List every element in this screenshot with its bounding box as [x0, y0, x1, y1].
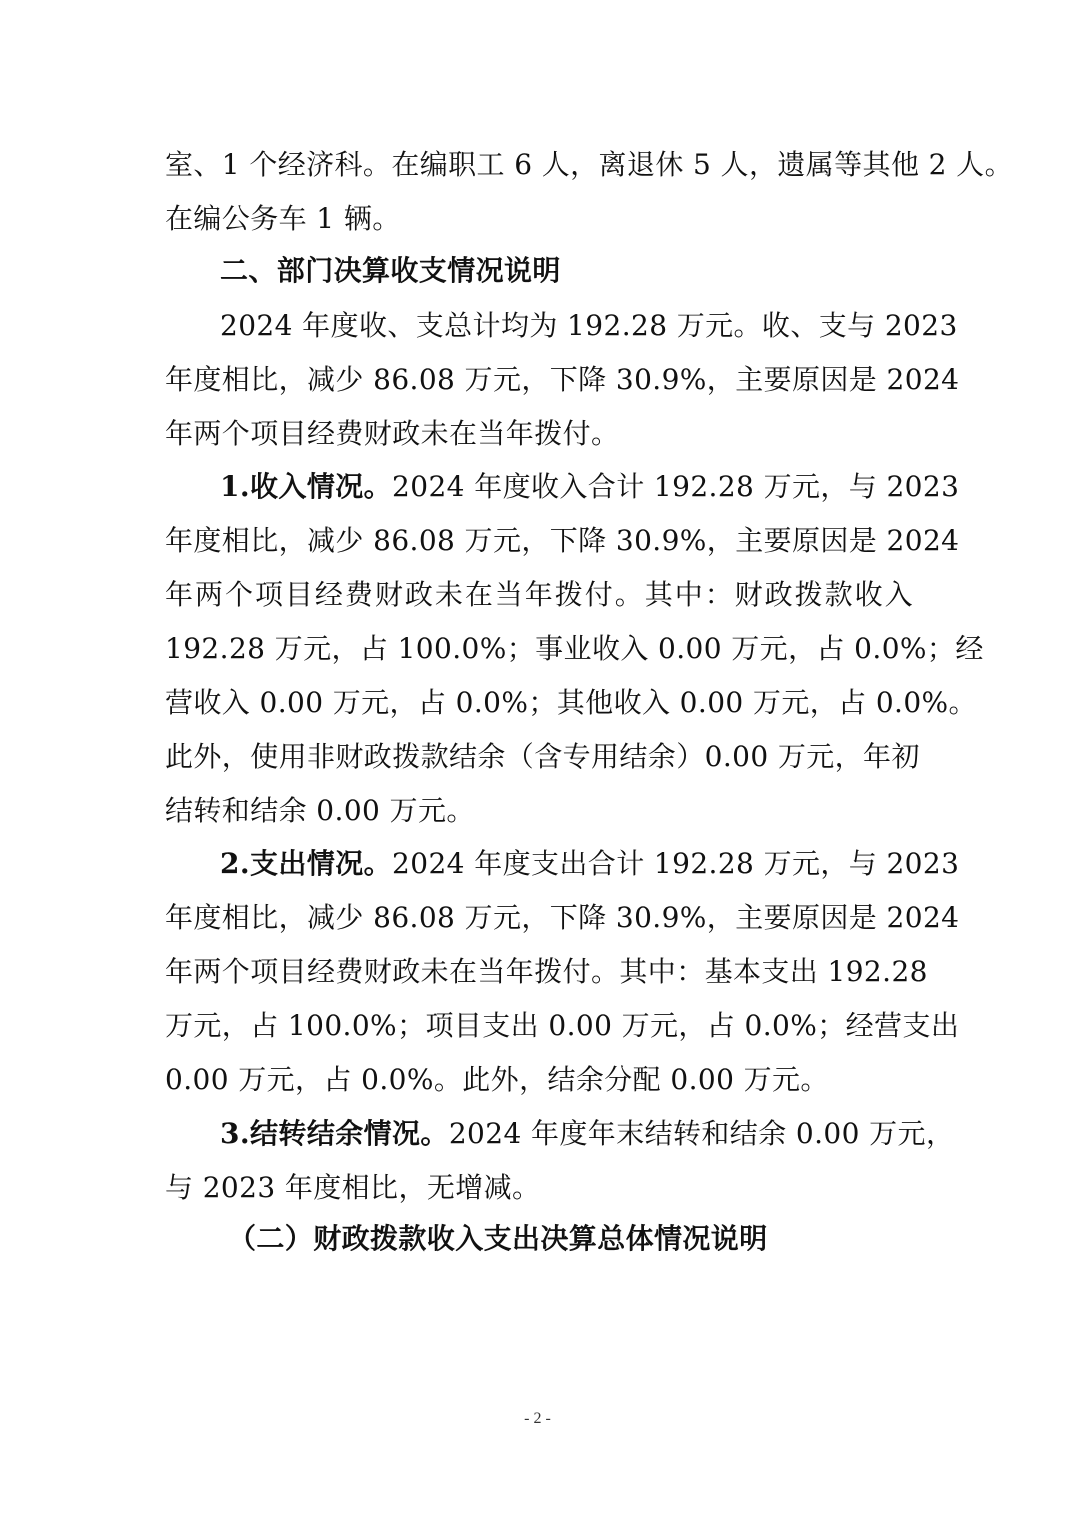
text-line: 室、1 个经济科。在编职工 6 人，离退休 5 人，遗属等其他 2 人。	[165, 148, 1013, 181]
paragraph-income-first-line	[220, 467, 960, 507]
text-line: 192.28 万元，占 100.0%；事业收入 0.00 万元，占 0.0%；经	[165, 632, 984, 665]
text-line: 万元，占 100.0%；项目支出 0.00 万元，占 0.0%；经营支出	[165, 1009, 960, 1042]
expense-lead: 2.支出情况。	[220, 847, 393, 880]
text-line: 年度相比，减少 86.08 万元，下降 30.9%，主要原因是 2024	[165, 524, 960, 557]
text-line: 在编公务车 1 辆。	[165, 202, 401, 235]
text-run: 2024 年度年末结转和结余 0.00 万元，	[448, 1117, 955, 1150]
page-number: - 2 -	[524, 1410, 551, 1427]
text-line: 2024 年度收、支总计均为 192.28 万元。收、支与 2023	[220, 309, 958, 342]
section-heading: 二、部门决算收支情况说明	[220, 254, 561, 287]
text-line: 结转和结余 0.00 万元。	[165, 794, 475, 827]
text-line: 此外，使用非财政拨款结余（含专用结余）0.00 万元，年初	[165, 740, 920, 773]
text-line: 年度相比，减少 86.08 万元，下降 30.9%，主要原因是 2024	[165, 901, 960, 934]
text-line: 年两个项目经费财政未在当年拨付。	[165, 417, 620, 450]
text-line: 年两个项目经费财政未在当年拨付。其中：基本支出 192.28	[165, 955, 928, 988]
paragraph-balance-first-line	[220, 1114, 955, 1154]
income-lead: 1.收入情况。	[220, 470, 393, 503]
text-run: 2024 年度收入合计 192.28 万元，与 2023	[392, 470, 960, 503]
text-line: 年度相比，减少 86.08 万元，下降 30.9%，主要原因是 2024	[165, 363, 960, 396]
text-line: 0.00 万元，占 0.0%。此外，结余分配 0.00 万元。	[165, 1063, 829, 1096]
balance-lead: 3.结转结余情况。	[220, 1117, 449, 1150]
text-line: 营收入 0.00 万元，占 0.0%；其他收入 0.00 万元，占 0.0%。	[165, 686, 977, 719]
paragraph-expense-first-line	[220, 844, 960, 884]
text-line: 与 2023 年度相比，无增减。	[165, 1171, 541, 1204]
text-run: 2024 年度支出合计 192.28 万元，与 2023	[392, 847, 960, 880]
text-line: 年两个项目经费财政未在当年拨付。其中：财政拨款收入	[165, 578, 913, 611]
subsection-heading: （二）财政拨款收入支出决算总体情况说明	[228, 1222, 768, 1255]
